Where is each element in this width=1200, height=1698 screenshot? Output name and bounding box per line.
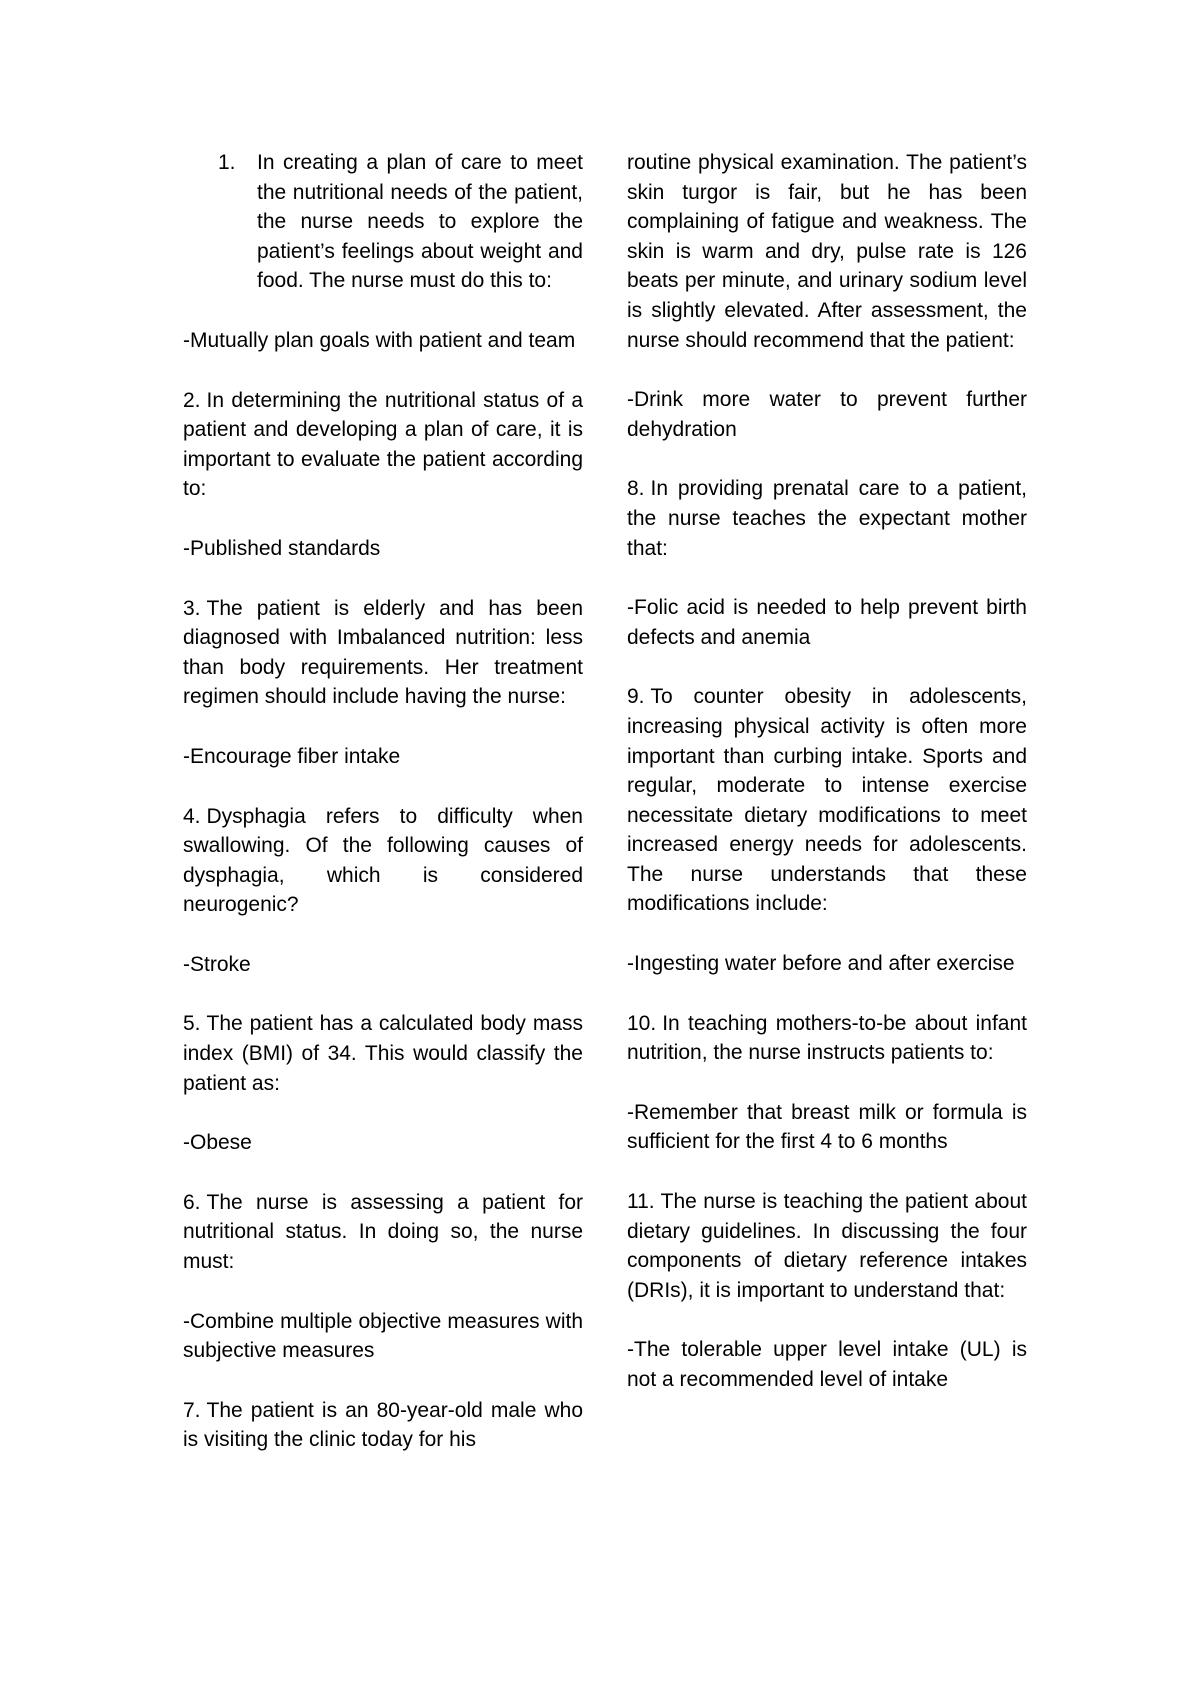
question-10 [627,1009,1027,1068]
question-text: Dysphagia refers to difficulty when swallowing. Of the following causes of dysphagia, which is considered neurogenic? [183,804,583,917]
question-3 [183,594,583,712]
question-text: In providing prenatal care to a patient, the nurse teaches the expectant mother that: [627,477,1027,560]
question-number: 1. [218,151,236,174]
answer-3: -Encourage fiber intake [183,744,401,768]
answer-9: -Ingesting water before and after exercise [627,952,1015,976]
question-2 [183,386,583,504]
question-text: The nurse is teaching the patient about dietary guidelines. In discussing the four components of dietary reference intakes (DRIs), it is important to understand that: [627,1190,1027,1302]
question-text: To counter obesity in adolescents, increasing physical activity is often more important than curbing intake. Sports and regular, moderate to intense exercise necessitate dietary modifications to meet increased energy needs for adolescents. The nurse understands that these modifications include: [627,685,1027,916]
answer-10: -Remember that breast milk or formula is sufficient for the first 4 to 6 months [627,1100,1027,1154]
question-text: The patient is an 80-year-old male who is visiting the clinic today for his [183,1398,583,1452]
question-8 [627,474,1027,563]
question-text: The patient is elderly and has been diagnosed with Imbalanced nutrition: less than body requirements. Her treatment regimen should include having the nurse: [183,596,583,709]
question-text: The nurse is assessing a patient for nutritional status. In doing so, the nurse must: [183,1190,583,1274]
answer-4: -Stroke [183,952,251,976]
question-4 [183,802,583,920]
question-7-continued: routine physical examination. The patient’s skin turgor is fair, but he has been complaining of fatigue and weakness. The skin is warm and dry, pulse rate is 126 beats per minute, and urinary sodium level is slightly elevated. After assessment, the nurse should recommend that the patient: [627,151,1027,352]
question-text: In creating a plan of care to meet the nutritional needs of the patient, the nurse needs to explore the patient’s feelings about weight and food. The nurse must do this to: [257,151,583,293]
question-number: 4. [183,804,201,828]
answer-1: -Mutually plan goals with patient and team [183,328,576,352]
question-6 [183,1188,583,1277]
question-7 [183,1396,583,1455]
answer-11: -The tolerable upper level intake (UL) is not a recommended level of intake [627,1338,1027,1391]
question-text: In determining the nutritional status of a patient and developing a plan of care, it is important to evaluate the patient according to: [183,388,583,501]
answer-7: -Drink more water to prevent further dehydration [627,388,1027,441]
question-number: 8. [627,477,645,501]
question-number: 11. [627,1190,655,1214]
answer-2: -Published standards [183,536,381,560]
question-5 [183,1009,583,1098]
question-number: 2. [183,388,201,412]
answer-6: -Combine multiple objective measures with subjective measures [183,1309,583,1363]
question-text: In teaching mothers-to-be about infant nutrition, the nurse instructs patients to: [627,1011,1027,1065]
answer-8: -Folic acid is needed to help prevent birth defects and anemia [627,596,1027,649]
question-text: The patient has a calculated body mass index (BMI) of 34. This would classify the patient as: [183,1012,583,1095]
left-column [183,148,583,1485]
question-number: 5. [183,1012,201,1036]
question-number: 6. [183,1190,201,1214]
answer-5: -Obese [183,1131,252,1155]
right-column [627,148,1027,1425]
question-1 [183,148,583,296]
question-9 [627,682,1027,919]
question-number: 7. [183,1398,201,1422]
question-number: 9. [627,685,645,709]
question-number: 3. [183,596,201,620]
question-number: 10. [627,1011,657,1035]
question-11 [627,1187,1027,1305]
